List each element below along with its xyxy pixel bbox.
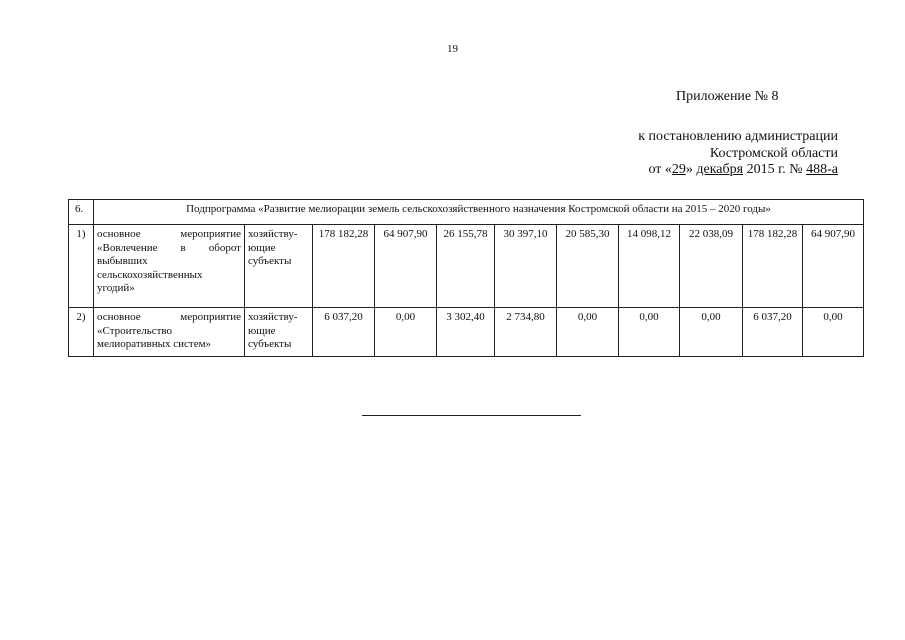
value-cell: 3 302,40 xyxy=(437,308,495,357)
measure-name: основное мероприятие «Вовлечение в оборот выбывших сельскохозяйственных угодий» xyxy=(94,225,245,308)
value-cell: 14 098,12 xyxy=(619,225,680,308)
value-cell: 64 907,90 xyxy=(375,225,437,308)
value-cell: 0,00 xyxy=(619,308,680,357)
value-cell: 0,00 xyxy=(803,308,864,357)
value-cell: 0,00 xyxy=(375,308,437,357)
executor: хозяйству-ющие субъекты xyxy=(245,308,313,357)
value-cell: 178 182,28 xyxy=(313,225,375,308)
resolution-number: 488-а xyxy=(806,162,838,177)
value-cell: 0,00 xyxy=(557,308,619,357)
row-number: 2) xyxy=(69,308,94,357)
data-table xyxy=(68,199,864,357)
value-cell: 6 037,20 xyxy=(313,308,375,357)
resolution-year: 2015 г. № xyxy=(743,162,807,177)
section-title: Подпрограмма «Развитие мелиорации земель сельскохозяйственного назначения Костромской области на 2015 – 2020 годы» xyxy=(94,200,864,225)
value-cell: 64 907,90 xyxy=(803,225,864,308)
value-cell: 22 038,09 xyxy=(680,225,743,308)
executor: хозяйству-ющие субъекты xyxy=(245,225,313,308)
resolution-line-2: Костромской области xyxy=(709,145,838,161)
table-row xyxy=(69,225,864,308)
section-row xyxy=(69,200,864,225)
appendix-title: Приложение № 8 xyxy=(676,89,779,104)
row-number: 1) xyxy=(69,225,94,308)
section-number: 6. xyxy=(69,200,94,225)
resolution-line-1: к постановлению администрации xyxy=(638,129,838,144)
resolution-mid: » xyxy=(685,162,697,177)
resolution-day: 29 xyxy=(671,162,686,177)
value-cell: 0,00 xyxy=(680,308,743,357)
resolution-month: декабря xyxy=(696,162,744,177)
resolution-prefix: от « xyxy=(648,162,672,177)
resolution-date-line xyxy=(600,162,838,179)
value-cell: 26 155,78 xyxy=(437,225,495,308)
measure-name: основное мероприятие «Строительство мелиоративных систем» xyxy=(94,308,245,357)
page-number: 19 xyxy=(447,43,458,55)
value-cell: 30 397,10 xyxy=(495,225,557,308)
table-row xyxy=(69,308,864,357)
value-cell: 6 037,20 xyxy=(743,308,803,357)
value-cell: 20 585,30 xyxy=(557,225,619,308)
closing-line xyxy=(362,415,581,416)
value-cell: 178 182,28 xyxy=(743,225,803,308)
value-cell: 2 734,80 xyxy=(495,308,557,357)
resolution-block xyxy=(600,129,838,179)
